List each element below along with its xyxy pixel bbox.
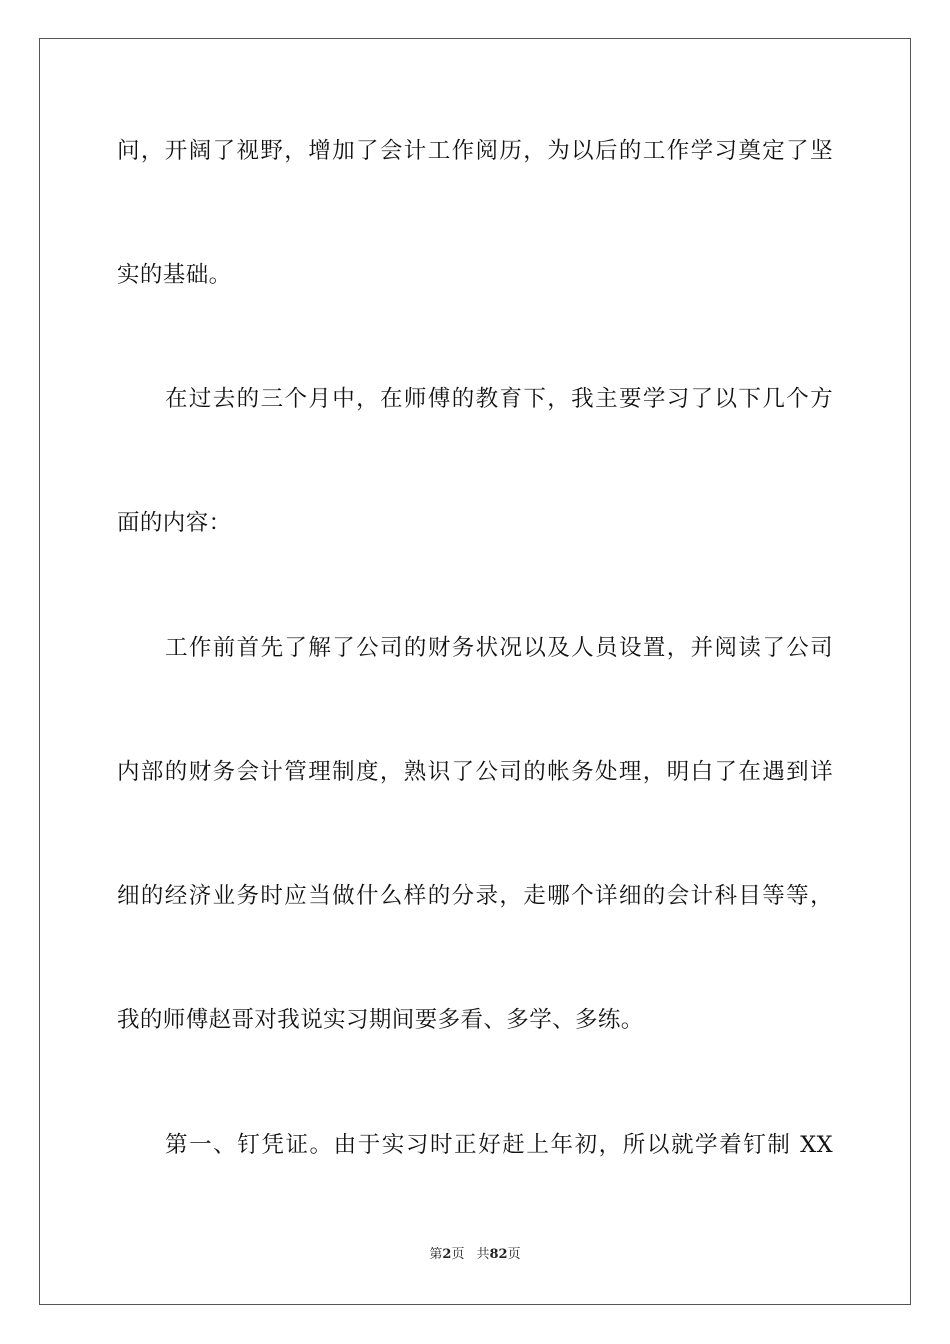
text-line-1: 问，开阔了视野，增加了会计工作阅历，为以后的工作学习奠定了坚 xyxy=(117,138,833,164)
text-line-8: 我的师傅赵哥对我说实习期间要多看、多学、多练。 xyxy=(117,1007,644,1033)
page-suffix: 页 xyxy=(451,1247,465,1262)
total-prefix: 共 xyxy=(476,1247,490,1262)
page-footer xyxy=(0,1247,950,1263)
text-line-9: 第一、钉凭证。由于实习时正好赶上年初，所以就学着钉制 XX xyxy=(165,1132,833,1158)
text-line-4: 面的内容： xyxy=(117,510,232,536)
page-number: 2 xyxy=(442,1247,452,1262)
text-line-2: 实的基础。 xyxy=(117,262,232,288)
text-line-6: 内部的财务会计管理制度，熟识了公司的帐务处理，明白了在遇到详 xyxy=(117,759,833,785)
total-suffix: 页 xyxy=(507,1247,521,1262)
text-line-5: 工作前首先了解了公司的财务状况以及人员设置，并阅读了公司 xyxy=(165,635,833,661)
text-line-3: 在过去的三个月中，在师傅的教育下，我主要学习了以下几个方 xyxy=(165,386,833,412)
page-prefix: 第 xyxy=(429,1247,443,1262)
page-border xyxy=(39,38,911,1305)
total-pages: 82 xyxy=(489,1247,508,1262)
text-line-7: 细的经济业务时应当做什么样的分录，走哪个详细的会计科目等等， xyxy=(117,883,833,909)
